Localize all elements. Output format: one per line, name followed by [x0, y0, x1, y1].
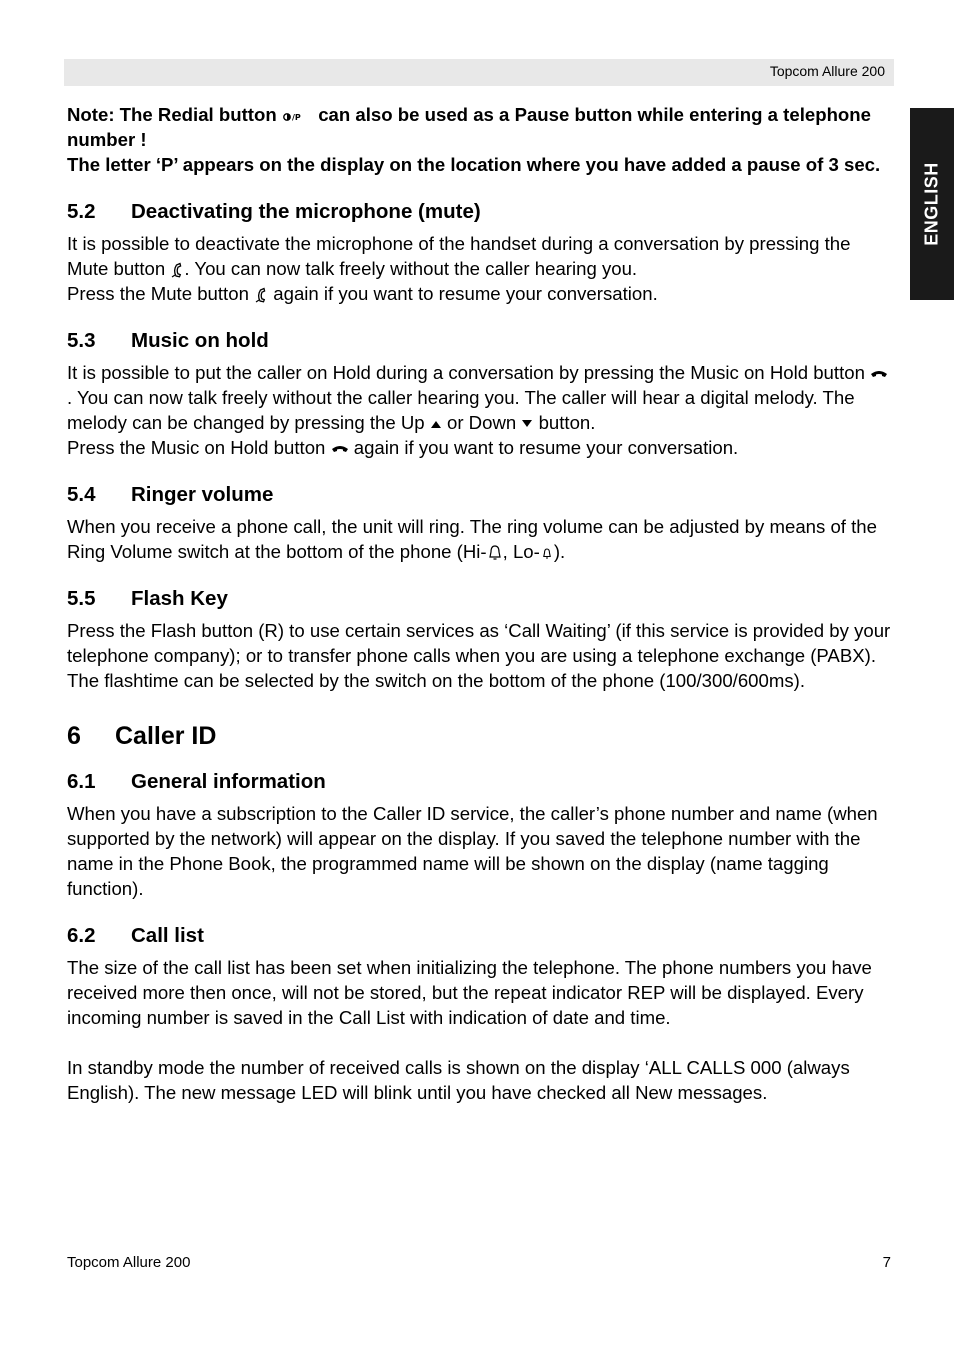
section-5-3: [67, 328, 892, 460]
section-heading: 5.2 Deactivating the microphone (mute): [67, 200, 481, 223]
language-tab-label: ENGLISH: [921, 162, 942, 246]
note-text: Note: The Redial button: [67, 104, 277, 125]
section-5-2: [67, 199, 892, 306]
language-tab: [910, 108, 954, 300]
body-text: The flashtime can be selected by the switch on the bottom of the phone (100/300/600ms).: [67, 670, 805, 691]
note-paragraph: [67, 102, 892, 177]
section-5-4: [67, 482, 892, 564]
section-6-1: [67, 769, 892, 901]
bell-hi-icon: [487, 544, 503, 562]
note-text: The letter ‘P’ appears on the display on the location where you have added a pause of 3 sec.: [67, 154, 881, 175]
body-text: Press the Flash button (R) to use certain services as ‘Call Waiting’ (if this service is provided by your telephone company); or to transfer phone calls when you are using a telephone exchange (PABX).: [67, 620, 891, 666]
section-heading: 5.3 Music on hold: [67, 329, 269, 352]
header-title: Topcom Allure 200: [769, 63, 885, 79]
body-text: The size of the call list has been set when initializing the telephone. The phone numbers you have received more then once, will not be stored, but the repeat indicator REP will be displayed. Every incoming number is saved in the Call List with indication of date and time.: [67, 957, 872, 1028]
section-6-2: [67, 923, 892, 1105]
footer-title: Topcom Allure 200: [67, 1254, 191, 1271]
body-text: When you have a subscription to the Caller ID service, the caller’s phone number and name (when supported by the network) will appear on the display. If you saved the telephone number with the name in the Phone Book, the programmed name will be shown on the display (name tagging function).: [67, 803, 878, 899]
bell-lo-icon: [540, 546, 554, 560]
music-on-hold-icon: [870, 368, 888, 380]
section-heading: 5.5 Flash Key: [67, 587, 228, 610]
section-heading: 6.2 Call list: [67, 924, 204, 947]
body-text: It is possible to put the caller on Hold during a conversation by pressing the Music on Hold button . You can now talk freely without the caller hearing you. The caller will hear a digital melody. The melody can be changed by pressing the Up or Down button. Press the Music on Hold button again if you want to resume your conversation.: [67, 360, 892, 460]
chapter-6: [67, 721, 892, 751]
section-heading: 5.4 Ringer volume: [67, 483, 274, 506]
section-5-5: [67, 586, 892, 693]
body-text: When you receive a phone call, the unit will ring. The ring volume can be adjusted by means of the Ring Volume switch at the bottom of the phone (Hi- , Lo- ).: [67, 516, 877, 562]
mute-icon: [254, 287, 268, 303]
body-text: It is possible to deactivate the microphone of the handset during a conversation by pressing the Mute button . You can now talk freely without the caller hearing you. Press the Mute button again if you want to resume your conversation.: [67, 233, 851, 304]
down-arrow-icon: [521, 419, 533, 429]
redial-pause-icon: [282, 110, 308, 122]
up-arrow-icon: [430, 419, 442, 429]
page-number: 7: [882, 1254, 891, 1271]
page-content: [67, 102, 892, 1105]
mute-icon: [170, 262, 184, 278]
section-heading: 6.1 General information: [67, 770, 326, 793]
chapter-heading: 6 Caller ID: [67, 722, 217, 750]
note-text: can also be used as a Pause button while entering a telephone number !: [67, 104, 871, 150]
svg-text:/P: /P: [291, 113, 301, 123]
page-header: [64, 59, 894, 86]
music-on-hold-icon: [331, 443, 349, 455]
body-text: In standby mode the number of received calls is shown on the display ‘ALL CALLS 000 (always English). The new message LED will blink until you have checked all New messages.: [67, 1057, 850, 1103]
